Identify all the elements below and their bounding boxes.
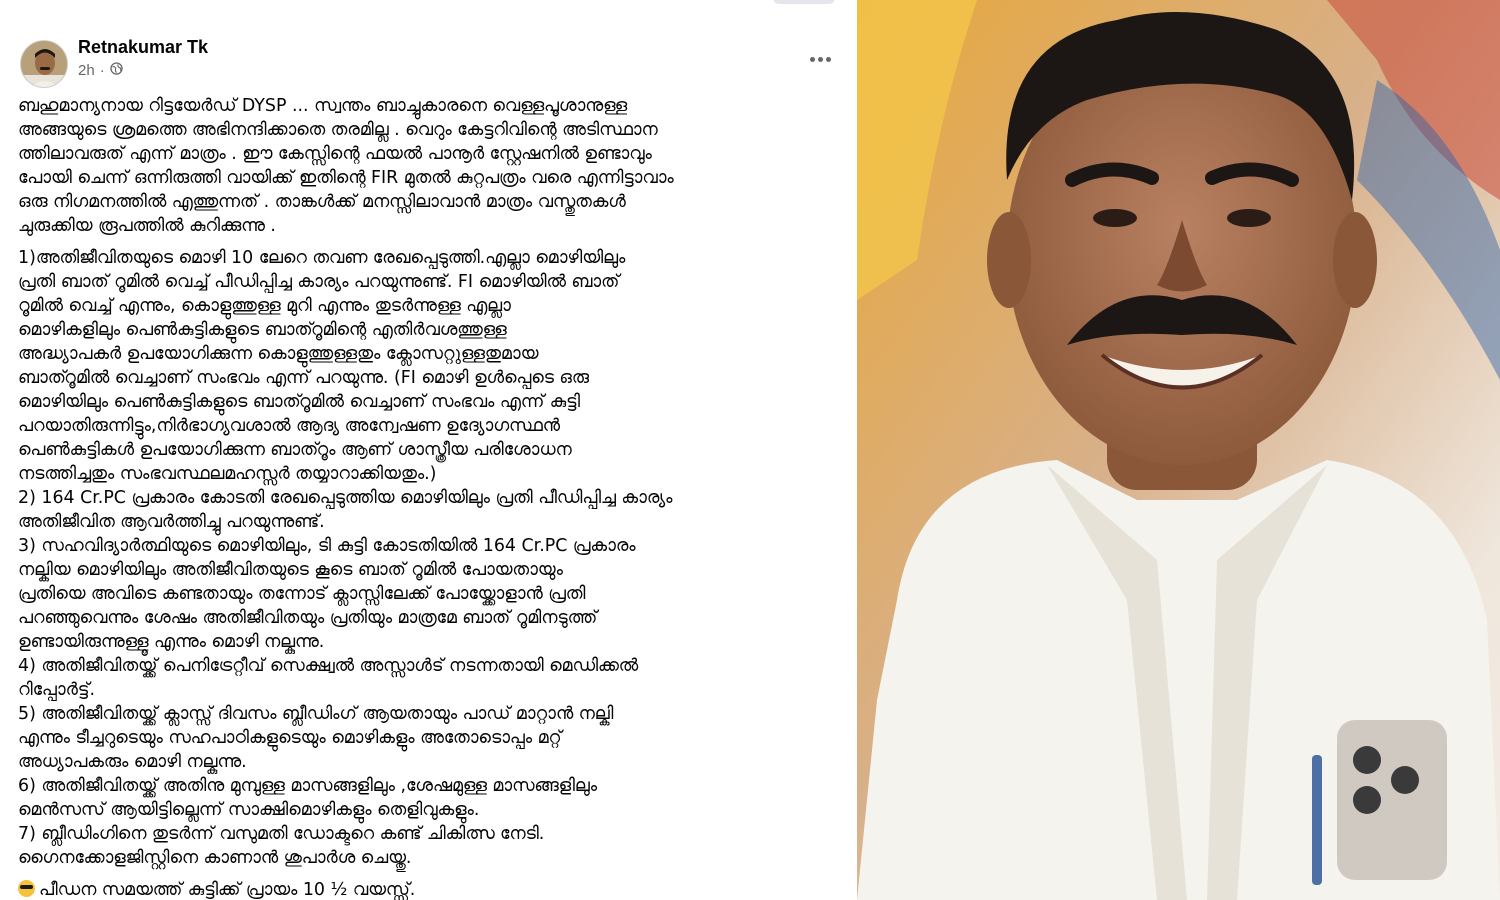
post-text-line: നല്കിയ മൊഴിയിലും അതിജീവിതയുടെ കൂടെ ബാത് റൂമിൽ പോയതായും	[18, 560, 563, 580]
post-text-line: അധ്യാപകരും മൊഴി നല്കുന്നു.	[18, 752, 247, 772]
more-options-icon[interactable]	[800, 44, 840, 74]
emoji-line	[18, 878, 846, 900]
post-text-line: മൊഴിയിലും പെൺകുട്ടികളുടെ ബാത്റൂമിൽ വെച്ചാണ് സംഭവം എന്ന് കുട്ടി	[18, 392, 581, 412]
post-text-line: അങ്ങയുടെ ശ്രമത്തെ അഭിനന്ദിക്കാതെ തരമില്ല . വെറും കേട്ടറിവിന്റെ അടിസ്ഥാന	[18, 120, 658, 140]
post-text-line: അതിജീവിത ആവർത്തിച്ചു പറയുന്നുണ്ട്.	[18, 512, 325, 532]
post-text-line: മെൻസസ് ആയിട്ടില്ലെന്ന് സാക്ഷിമൊഴികളും തെളിവുകളും.	[18, 800, 480, 820]
post-text-line: 5) അതിജീവിതയ്ക്ക് ക്ലാസ്സ് ദിവസം ബ്ലീഡിംഗ് ആയതായും പാഡ് മാറ്റാൻ നല്കി	[18, 704, 614, 724]
post-text-line: പ്രതിയെ അവിടെ കണ്ടതായും തന്നോട് ക്ലാസ്സിലേക്ക് പോയ്ക്കോളാൻ പ്രതി	[18, 584, 586, 604]
post-text-line: ഒരു നിഗമനത്തിൽ എത്തുന്നത് . താങ്കൾക്ക് മനസ്സിലാവാൻ മാത്രം വസ്തുതകൾ	[18, 192, 626, 212]
post-text-line: 4) അതിജീവിതയ്ക്ക് പെനിട്രേറ്റീവ് സെക്ഷ്വൽ അസ്സാൾട് നടന്നതായി മെഡിക്കൽ	[18, 656, 639, 676]
post-text	[18, 94, 846, 900]
post-time[interactable]: 2h	[78, 62, 95, 79]
post-text-line: 3) സഹവിദ്യാർത്ഥിയുടെ മൊഴിയിലും, ടി കുട്ടി കോടതിയിൽ 164 Cr.PC പ്രകാരം	[18, 536, 636, 556]
post-text-line: പോയി ചെന്ന് ഒന്നിരുത്തി വായിക്ക് ഇതിന്റെ FIR മുതൽ കുറ്റപത്രം വരെ എന്നിട്ടാവാം	[18, 168, 674, 188]
author-name[interactable]: Retnakumar Tk	[78, 37, 209, 57]
post-text-line: പെൺകുട്ടികൾ ഉപയോഗിക്കുന്ന ബാത്റൂം ആണ് ശാസ്ത്രീയ പരിശോധന	[18, 440, 572, 460]
emoji-line-text: പീഡന സമയത്ത് കുട്ടിക്ക് പ്രായം 10 ½ വയസ്സ്.	[39, 880, 416, 900]
post-text-line: ചുരുക്കിയ രൂപത്തിൽ കുറിക്കുന്നു .	[18, 216, 276, 236]
person-photo[interactable]	[857, 0, 1500, 900]
separator-dot: ·	[99, 62, 105, 79]
top-button[interactable]	[773, 0, 835, 4]
post-text-line: 7) ബ്ലീഡിംഗിനെ തുടർന്ന് വസുമതി ഡോക്ടറെ കണ്ട് ചികിത്സ നേടി.	[18, 824, 545, 844]
post-text-line: ഉണ്ടായിരുന്നുള്ളൂ എന്നും മൊഴി നല്കുന്നു.	[18, 632, 325, 652]
post-text-line: ബാത്റൂമിൽ വെച്ചാണ് സംഭവം എന്ന് പറയുന്നു. (FI മൊഴി ഉൾപ്പെടെ ഒരു	[18, 368, 589, 388]
post-text-line: റൂമിൽ വെച്ച് എന്നും, കൊളുത്തുള്ള മുറി എന്നും തുടർന്നുള്ള എല്ലാ	[18, 296, 511, 316]
post-text-line: എന്നും ടീച്ചറുടെയും സഹപാഠികളുടെയും മൊഴികളും അതോടൊപ്പം മറ്റ്	[18, 728, 562, 748]
post-text-line: പ്രതി ബാത് റൂമിൽ വെച്ച് പീഡിപ്പിച്ച കാര്യം പറയുന്നുണ്ട്. FI മൊഴിയിൽ ബാത്	[18, 272, 620, 292]
post-text-line: 6) അതിജീവിതയ്ക്ക് അതിനു മുമ്പുള്ള മാസങ്ങളിലും ,ശേഷമുള്ള മാസങ്ങളിലും	[18, 776, 597, 796]
post-text-line: ഗൈനക്കോളജിസ്റ്റിനെ കാണാൻ ശുപാർശ ചെയ്തു.	[18, 848, 412, 868]
globe-icon	[110, 62, 123, 79]
post-paragraph-points	[18, 246, 846, 870]
post-text-line: 2) 164 Cr.PC പ്രകാരം കോടതി രേഖപ്പെടുത്തിയ മൊഴിയിലും പ്രതി പീഡിപ്പിച്ച കാര്യം	[18, 488, 673, 508]
post-text-line: പറഞ്ഞുവെന്നും ശേഷം അതിജീവിതയും പ്രതിയും മാത്രമേ ബാത് റൂമിനടുത്ത്	[18, 608, 598, 628]
post-text-line: റിപ്പോർട്ട്.	[18, 680, 96, 700]
post-paragraph-intro	[18, 94, 846, 238]
author-avatar[interactable]	[20, 40, 68, 88]
post-text-line: മൊഴികളിലും പെൺകുട്ടികളുടെ ബാത്റൂമിന്റെ എതിർവശത്തുള്ള	[18, 320, 507, 340]
post-header	[20, 37, 840, 87]
sunglasses-emoji-icon	[18, 880, 35, 897]
post-text-line: 1)അതിജീവിതയുടെ മൊഴി 10 ലേറെ തവണ രേഖപ്പെടുത്തി.എല്ലാ മൊഴിയിലും	[18, 248, 626, 268]
post-text-line: ത്തിലാവരുത് എന്ന് മാത്രം . ഈ കേസ്സിന്റെ ഫയൽ പാനൂർ സ്റ്റേഷനിൽ ഉണ്ടാവും	[18, 144, 652, 164]
photo-illustration	[857, 0, 1500, 900]
post-meta	[78, 62, 123, 79]
post-text-line: നടത്തിച്ചതും സംഭവസ്ഥലമഹസ്സർ തയ്യാറാക്കിയതും.)	[18, 464, 437, 484]
post-text-line: ബഹുമാന്യനായ റിട്ടയേർഡ് DYSP ... സ്വന്തം ബാച്ചുകാരനെ വെള്ളപൂശാനുള്ള	[18, 96, 628, 116]
post-text-line: അദ്ധ്യാപകർ ഉപയോഗിക്കുന്ന കൊളുത്തുള്ളതും ക്ലോസറ്റുള്ളതുമായ	[18, 344, 539, 364]
post-text-line: പറയാതിരുന്നിട്ടും,നിർഭാഗ്യവശാൽ ആദ്യ അന്വേഷണ ഉദ്യോഗസ്ഥൻ	[18, 416, 560, 436]
